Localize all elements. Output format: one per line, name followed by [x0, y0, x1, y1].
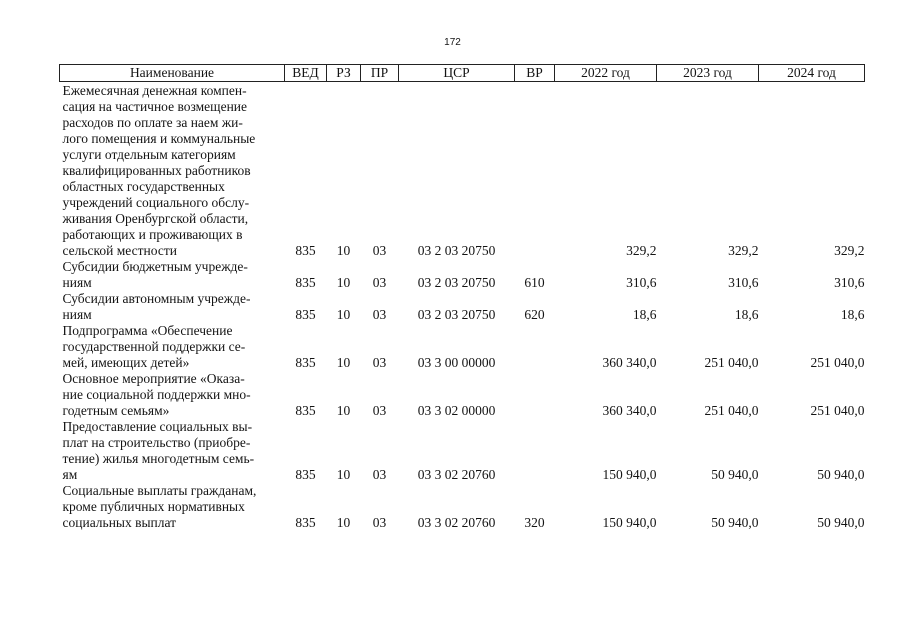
row-name-line: ние социальной поддержки мно- [62, 387, 251, 402]
cell-csr: 03 2 03 20750 [417, 243, 496, 258]
cell-2022: 18,6 [632, 307, 657, 322]
cell-ved: 835 [295, 515, 316, 530]
cell-2022: 360 340,0 [602, 403, 657, 418]
cell-ved: 835 [295, 307, 316, 322]
header-2024: 2024 год [759, 65, 865, 82]
cell-pr: 03 [372, 243, 387, 258]
row-name-line: социальных выплат [62, 515, 177, 530]
cell-vr [515, 419, 555, 483]
cell-rz: 10 [336, 355, 351, 370]
cell-2022: 150 940,0 [602, 515, 657, 530]
table-body [60, 82, 865, 532]
cell-csr: 03 3 02 20760 [417, 515, 496, 530]
page-number: 172 [444, 37, 461, 48]
header-name: Наименование [60, 65, 285, 82]
cell-2023: 50 940,0 [711, 467, 759, 482]
row-name-line: областных государственных [62, 179, 225, 194]
row-name-line: сация на частичное возмещение [62, 99, 248, 114]
cell-rz: 10 [336, 467, 351, 482]
cell-ved: 835 [295, 403, 316, 418]
row-name-line: живания Оренбургской области, [62, 211, 249, 226]
row-name [60, 82, 285, 260]
cell-2022: 150 940,0 [602, 467, 657, 482]
row-name-line: Предоставление социальных вы- [62, 419, 253, 434]
row-name [60, 291, 285, 323]
row-name-line: плат на строительство (приобре- [62, 435, 251, 450]
cell-ved: 835 [295, 275, 316, 290]
cell-vr [515, 371, 555, 419]
row-name-line: услуги отдельным категориям [62, 147, 236, 162]
cell-vr: 620 [524, 307, 545, 322]
cell-ved: 835 [295, 467, 316, 482]
cell-csr: 03 2 03 20750 [417, 307, 496, 322]
table-row [60, 371, 865, 419]
row-name-line: ниям [62, 307, 92, 322]
cell-2024: 50 940,0 [817, 515, 865, 530]
cell-vr [515, 82, 555, 260]
cell-2024: 251 040,0 [810, 403, 865, 418]
cell-2023: 251 040,0 [704, 403, 759, 418]
row-name-line: Субсидии автономным учрежде- [62, 291, 251, 306]
row-name-line: учреждений социального обслу- [62, 195, 250, 210]
row-name [60, 419, 285, 483]
cell-vr: 610 [524, 275, 545, 290]
row-name [60, 323, 285, 371]
cell-2022: 360 340,0 [602, 355, 657, 370]
cell-2024: 18,6 [840, 307, 865, 322]
cell-rz: 10 [336, 307, 351, 322]
cell-rz: 10 [336, 243, 351, 258]
cell-pr: 03 [372, 403, 387, 418]
row-name-line: Ежемесячная денежная компен- [62, 83, 247, 98]
cell-rz: 10 [336, 275, 351, 290]
cell-csr: 03 3 02 00000 [417, 403, 496, 418]
table-row [60, 259, 865, 291]
cell-csr: 03 2 03 20750 [417, 275, 496, 290]
cell-2024: 50 940,0 [817, 467, 865, 482]
cell-2023: 251 040,0 [704, 355, 759, 370]
table-row [60, 82, 865, 260]
cell-ved: 835 [295, 243, 316, 258]
row-name-line: ниям [62, 275, 92, 290]
cell-2024: 310,6 [834, 275, 865, 290]
row-name-line: расходов по оплате за наем жи- [62, 115, 243, 130]
row-name-line: работающих и проживающих в [62, 227, 243, 242]
row-name-line: Субсидии бюджетным учрежде- [62, 259, 248, 274]
row-name-line: тение) жилья многодетным семь- [62, 451, 255, 466]
cell-2022: 329,2 [626, 243, 657, 258]
cell-rz: 10 [336, 403, 351, 418]
header-ved: ВЕД [285, 65, 327, 82]
cell-2024: 251 040,0 [810, 355, 865, 370]
cell-csr: 03 3 02 20760 [417, 467, 496, 482]
row-name-line: годетным семьям» [62, 403, 170, 418]
row-name [60, 371, 285, 419]
table-row [60, 291, 865, 323]
row-name-line: Подпрограмма «Обеспечение [62, 323, 233, 338]
row-name-line: квалифицированных работников [62, 163, 251, 178]
table-row [60, 483, 865, 531]
cell-vr [515, 323, 555, 371]
header-2023: 2023 год [657, 65, 759, 82]
row-name-line: государственной поддержки се- [62, 339, 246, 354]
cell-2023: 50 940,0 [711, 515, 759, 530]
row-name-line: ям [62, 467, 78, 482]
header-rz: РЗ [327, 65, 361, 82]
table-header [60, 65, 865, 82]
cell-pr: 03 [372, 275, 387, 290]
cell-pr: 03 [372, 515, 387, 530]
budget-table [59, 64, 865, 531]
header-2022: 2022 год [555, 65, 657, 82]
header-vr: ВР [515, 65, 555, 82]
cell-2024: 329,2 [834, 243, 865, 258]
row-name-line: кроме публичных нормативных [62, 499, 245, 514]
cell-pr: 03 [372, 355, 387, 370]
cell-pr: 03 [372, 307, 387, 322]
cell-vr: 320 [524, 515, 545, 530]
cell-2023: 310,6 [728, 275, 759, 290]
table-row [60, 419, 865, 483]
row-name-line: Основное мероприятие «Оказа- [62, 371, 245, 386]
table-row [60, 323, 865, 371]
header-pr: ПР [361, 65, 399, 82]
cell-2023: 18,6 [734, 307, 759, 322]
cell-ved: 835 [295, 355, 316, 370]
row-name-line: Социальные выплаты гражданам, [62, 483, 257, 498]
cell-pr: 03 [372, 467, 387, 482]
row-name [60, 259, 285, 291]
header-csr: ЦСР [399, 65, 515, 82]
cell-rz: 10 [336, 515, 351, 530]
row-name [60, 483, 285, 531]
cell-csr: 03 3 00 00000 [417, 355, 496, 370]
row-name-line: лого помещения и коммунальные [62, 131, 256, 146]
cell-2023: 329,2 [728, 243, 759, 258]
header-row [60, 65, 865, 82]
cell-2022: 310,6 [626, 275, 657, 290]
row-name-line: мей, имеющих детей» [62, 355, 190, 370]
row-name-line: сельской местности [62, 243, 177, 258]
